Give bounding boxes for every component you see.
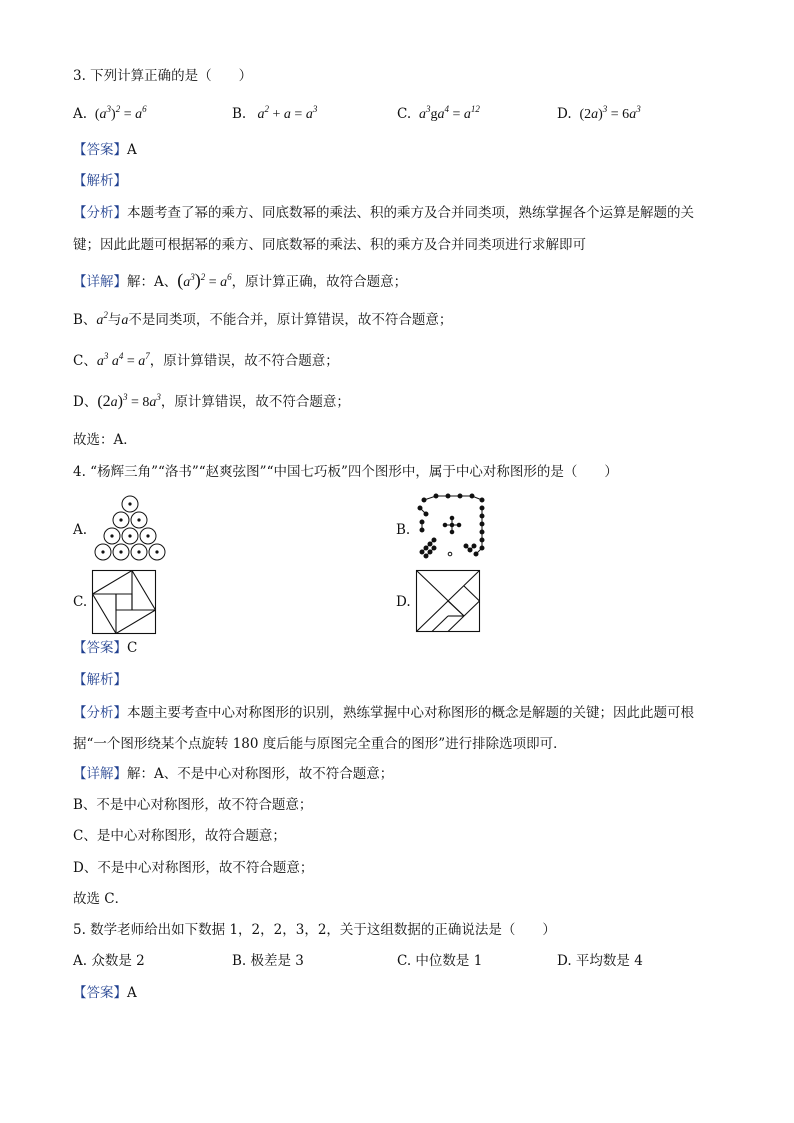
q3-option-c-label: C. [397,106,412,122]
tangram-figure [416,570,480,632]
q5-option-c: C. 中位数是 1 [397,953,483,969]
detail-c-prefix: C、 [73,353,97,369]
zhaoshuang-figure [92,570,156,634]
q3-option-b-expr: $a^2 + a = a^3$ [250,104,318,122]
q5-option-a: A. 众数是 2 [73,953,145,969]
detail-d-suffix: ，原计算错误，故不符合题意； [160,394,350,410]
q3-option-b [232,104,317,125]
q4-analysis-tag: 【解析】 [73,672,127,688]
q3-fenxi-line1 [73,203,694,223]
q3-analysis-tag: 【解析】 [73,173,127,189]
q3-option-a-expr: $(a^3)^2 = a^6$ [94,104,147,122]
answer-tag: 【答案】 [73,985,127,1001]
q4-label-c: C. [73,594,88,610]
q4-stem: 4. “杨辉三角”“洛书”“赵爽弦图”“中国七巧板”四个图形中，属于中心对称图形的是（ ） [73,464,618,480]
q4-label-b: B. [396,522,411,538]
q4-detail-d: D、不是中心对称图形，故不符合题意； [73,860,314,876]
q3-option-c [397,104,480,125]
q4-label-a: A. [73,522,88,538]
q5-stem: 5. 数学老师给出如下数据 1，2，2，3，2，关于这组数据的正确说法是（ ） [73,922,556,938]
q3-detail-d [73,392,350,413]
q3-conclusion: 故选：A． [73,432,137,448]
answer-value: C [127,640,138,656]
q3-option-d-label: D. [557,106,572,122]
fenxi-text: 本题主要考查中心对称图形的识别，熟练掌握中心对称图形的概念是解题的关键；因此此题可根 [127,705,694,721]
q4-detail-b: B、不是中心对称图形，故不符合题意； [73,797,313,813]
q4-label-d: D. [396,594,411,610]
q3-fenxi-line2: 键；因此此题可根据幂的乘方、同底数幂的乘法、积的乘方及合并同类项进行求解即可 [73,237,586,253]
detail-tag: 【详解】 [73,274,127,290]
detail-c-formula: $a^3$ $a^4 = a^7$ [96,351,150,369]
q3-option-d-expr: $(2a)^3 = 6a^3$ [579,104,641,122]
detail-c-suffix: ，原计算错误，故不符合题意； [149,353,339,369]
detail-tag: 【详解】 [73,766,127,782]
q5-option-d: D. 平均数是 4 [557,953,643,969]
detail-d-formula: $(2a)^3 = 8a^3$ [97,392,161,410]
q4-fenxi-line2: 据“一个图形绕某个点旋转 180 度后能与原图完全重合的图形”进行排除选项即可． [73,736,567,752]
q3-option-d [557,104,641,125]
detail-a-formula: $(a^3)^2 = a^6$ [177,270,232,290]
luoshu-figure [414,494,486,562]
detail-b-suffix: 不是同类项，不能合并，原计算错误，故不符合题意； [128,312,453,328]
answer-value: A [127,142,137,158]
q3-option-c-expr: $a^3ga^4 = a^{12}$ [415,104,480,122]
fenxi-text: 本题考查了幂的乘方、同底数幂的乘法、积的乘方及合并同类项，熟练掌握各个运算是解题的关 [127,205,694,221]
q3-detail-b [73,310,452,331]
detail-b-formula1: $a^2$ [96,310,108,328]
q5-option-b: B. 极差是 3 [232,953,304,969]
detail-d-prefix: D、 [73,394,98,410]
q3-detail-a [73,270,407,293]
detail-b-mid: 与 [107,312,122,328]
answer-value: A [127,985,137,1001]
q5-answer [73,983,137,1003]
detail-a-prefix: 解：A、 [127,274,178,290]
q4-detail-a [73,764,393,784]
detail-a-suffix: ，原计算正确，故符合题意； [231,274,408,290]
detail-a-text: 解：A、不是中心对称图形，故不符合题意； [127,766,394,782]
fenxi-tag: 【分析】 [73,205,127,221]
q4-conclusion: 故选 C． [73,891,129,907]
q4-fenxi-line1 [73,703,694,723]
fenxi-tag: 【分析】 [73,705,127,721]
q3-answer [73,140,137,160]
answer-tag: 【答案】 [73,142,127,158]
yanghui-triangle-figure [90,494,170,564]
q3-option-a-label: A. [73,106,88,122]
detail-b-formula2: a [121,313,129,328]
detail-b-prefix: B、 [73,312,97,328]
q4-answer [73,638,137,658]
q4-detail-c: C、是中心对称图形，故符合题意； [73,828,286,844]
answer-tag: 【答案】 [73,640,127,656]
q3-option-b-label: B. [232,106,247,122]
q3-detail-c [73,351,339,372]
q3-option-a [73,104,147,125]
q3-stem: 3. 下列计算正确的是（ ） [73,68,253,84]
